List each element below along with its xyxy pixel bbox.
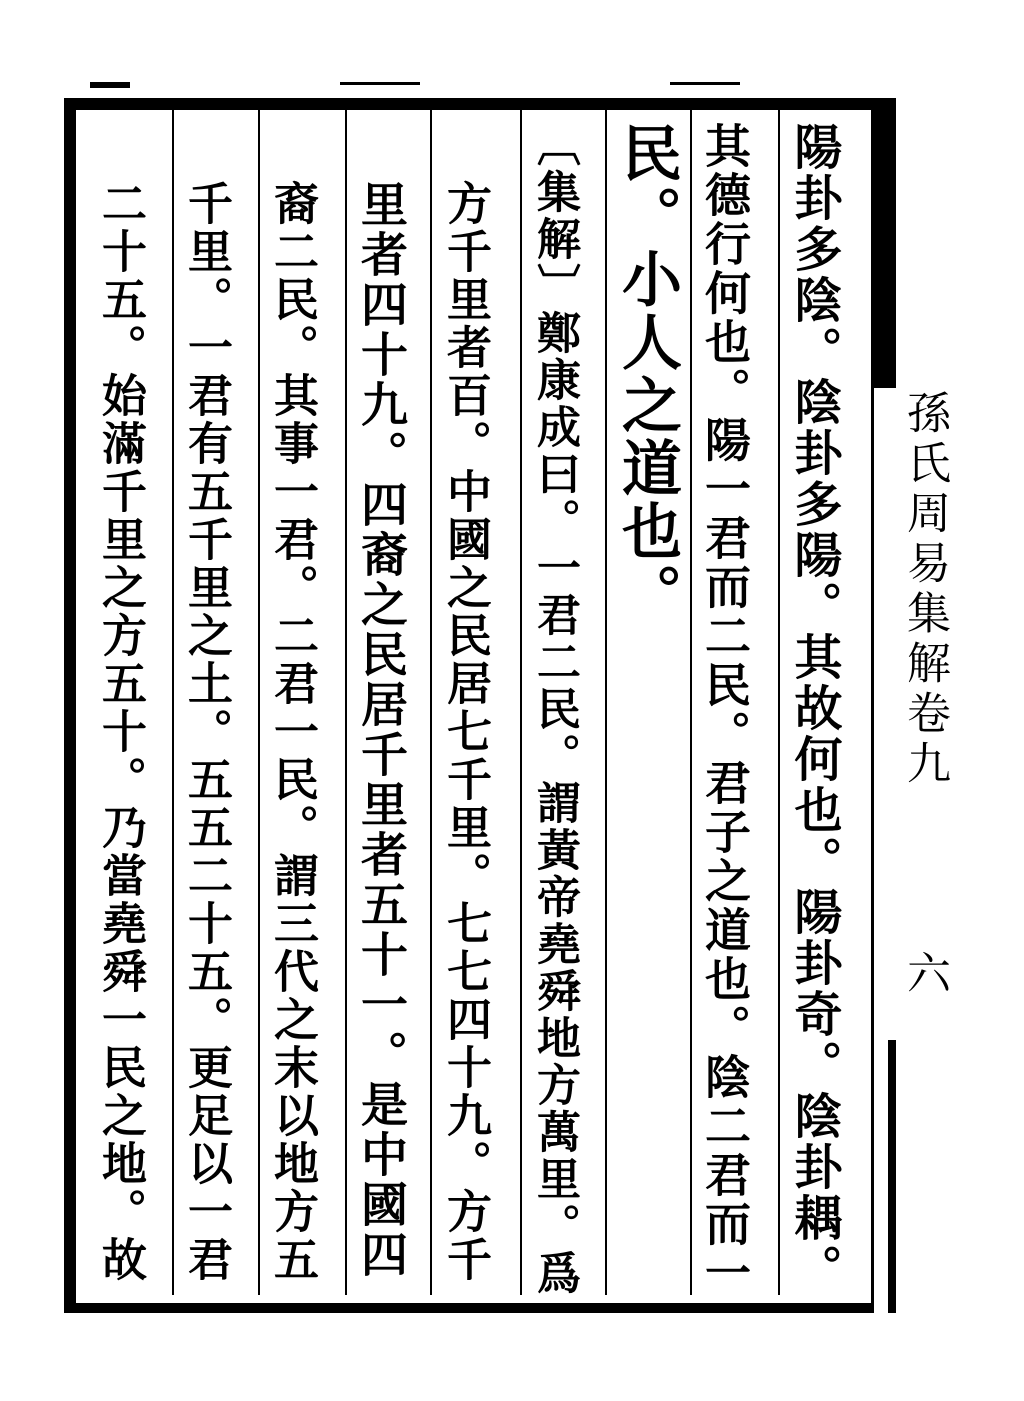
column-rule <box>605 110 607 1295</box>
column-rule <box>778 110 780 1295</box>
text-column: 裔二民。其事一君。二君一民。謂三代之末以地方五 <box>266 180 319 1284</box>
column-rule <box>690 110 692 1295</box>
column-rule <box>172 110 174 1295</box>
print-mark <box>340 82 420 85</box>
text-column: 陽卦多陰。陰卦多陽。其故何也。陽卦奇。陰卦耦。 <box>786 122 842 1295</box>
frame-margin-bar <box>874 98 896 388</box>
print-mark <box>670 82 740 85</box>
column-rule <box>520 110 522 1295</box>
text-column: 〔集解〕鄭康成曰。一君二民。謂黃帝堯舜地方萬里。爲 <box>529 122 580 1297</box>
gutter-page-number: 六 <box>899 950 950 1000</box>
print-mark <box>90 82 130 88</box>
text-column: 其德行何也。陽一君而二民。君子之道也。陰二君而一 <box>698 122 752 1298</box>
column-rule <box>258 110 260 1295</box>
frame-margin-bar-lower <box>888 1040 896 1313</box>
text-column: 民。小人之道也。 <box>612 122 682 626</box>
column-rule <box>345 110 347 1295</box>
text-column: 里者四十九。四裔之民居千里者五十一。是中國四 <box>353 180 408 1280</box>
column-rule <box>430 110 432 1295</box>
text-column: 方千里者百。中國之民居七千里。七七四十九。方千 <box>439 180 492 1284</box>
text-column: 二十五。始滿千里之方五十。乃當堯舜一民之地。故 <box>94 180 147 1284</box>
text-column: 千里。一君有五千里之土。五五二十五。更足以一君 <box>180 180 233 1284</box>
gutter-title: 孫氏周易集解卷九 <box>899 390 950 790</box>
